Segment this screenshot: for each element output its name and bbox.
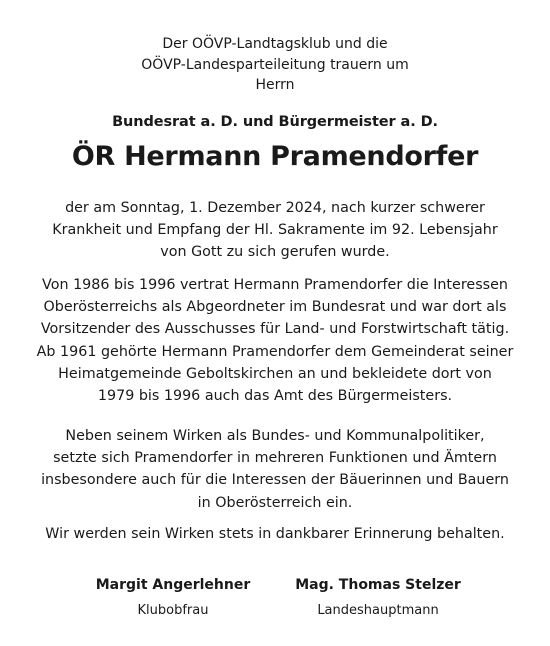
signatory-role: Landeshauptmann — [317, 603, 439, 618]
signatory-role: Klubobfrau — [137, 603, 209, 618]
intro-line: OÖVP-Landesparteileitung trauern um — [141, 56, 409, 73]
signature-block-left — [63, 575, 283, 621]
paragraph-line: Krankheit und Empfang der Hl. Sakramente im 92. Lebensjahr — [52, 222, 498, 239]
intro-line: Der OÖVP-Landtagsklub und die — [162, 36, 388, 52]
signature-block-right — [268, 575, 488, 621]
paragraph-line: 1979 bis 1996 auch das Amt des Bürgermeisters. — [97, 388, 453, 405]
paragraph-remembrance — [0, 523, 550, 545]
paragraph-line: Von 1986 bis 1996 vertrat Hermann Pramendorfer die Interessen — [42, 277, 508, 293]
paragraph-line: Oberösterreichs als Abgeordneter im Bundesrat und war dort als — [43, 299, 507, 316]
paragraph-line: in Oberösterreich ein. — [197, 494, 353, 511]
intro-text — [0, 34, 550, 96]
paragraph-career — [0, 274, 550, 407]
paragraph-line: insbesondere auch für die Interessen der Bäuerinnen und Bauern — [41, 472, 509, 489]
deceased-title: Bundesrat a. D. und Bürgermeister a. D. — [112, 114, 438, 130]
intro-line: Herrn — [255, 77, 295, 93]
paragraph-line: der am Sonntag, 1. Dezember 2024, nach kurzer schwerer — [65, 200, 485, 216]
paragraph-line: von Gott zu sich gerufen wurde. — [160, 244, 390, 261]
paragraph-line: Heimatgemeinde Geboltskirchen an und bekleidete dort von — [58, 365, 492, 382]
paragraph-death-notice — [0, 197, 550, 264]
paragraph-line: Wir werden sein Wirken stets in dankbarer Erinnerung behalten. — [45, 526, 505, 542]
paragraph-line: Vorsitzender des Ausschusses für Land- und Forstwirtschaft tätig. — [40, 321, 510, 338]
signatory-name: Margit Angerlehner — [95, 577, 251, 593]
paragraph-line: Ab 1961 gehörte Hermann Pramendorfer dem Gemeinderat seiner — [36, 343, 514, 360]
deceased-name: ÖR Hermann Pramendorfer — [71, 141, 479, 172]
signatory-name: Mag. Thomas Stelzer — [295, 577, 461, 593]
paragraph-line: Neben seinem Wirken als Bundes- und Kommunalpolitiker, — [65, 428, 485, 444]
paragraph-engagement — [0, 425, 550, 514]
paragraph-line: setzte sich Pramendorfer in mehreren Funktionen und Ämtern — [53, 450, 497, 467]
